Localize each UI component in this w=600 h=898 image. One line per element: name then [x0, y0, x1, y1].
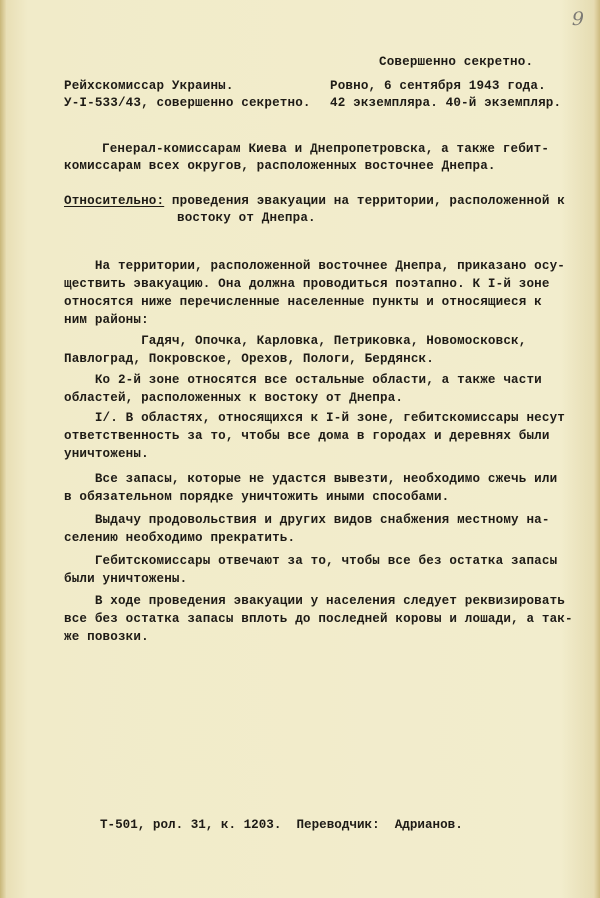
sender-line: Рейхскомиссар Украины.	[64, 79, 234, 93]
body-line: Гадяч, Опочка, Карловка, Петриковка, Новомосковск,	[64, 334, 527, 348]
body-line: же повозки.	[64, 630, 149, 644]
body-line: На территории, расположенной восточнее Днепра, приказано осу-	[64, 259, 565, 273]
body-line: В ходе проведения эвакуации у населения следует реквизировать	[64, 594, 565, 608]
reference-number: У-I-533/43, совершенно секретно.	[64, 96, 311, 110]
addressee-line-1: Генерал-комиссарам Киева и Днепропетровска, а также гебит-	[102, 142, 550, 156]
page-edge-right	[594, 0, 600, 898]
subject-line-1	[64, 193, 565, 209]
body-line: в обязательном порядке уничтожить иными способами.	[64, 490, 450, 504]
subject-text-1: проведения эвакуации на территории, расположенной к	[164, 194, 565, 208]
subject-label: Относительно:	[64, 194, 165, 208]
body-line: Павлоград, Покровское, Орехов, Пологи, Бердянск.	[64, 352, 434, 366]
body-line: Ко 2-й зоне относятся все остальные области, а также части	[64, 373, 542, 387]
addressee-line-2: комиссарам всех округов, расположенных восточнее Днепра.	[64, 159, 496, 173]
body-line: Выдачу продовольствия и других видов снабжения местному на-	[64, 513, 550, 527]
body-line: уничтожены.	[64, 447, 149, 461]
body-line: Все запасы, которые не удастся вывезти, необходимо сжечь или	[64, 472, 558, 486]
body-line: все без остатка запасы вплоть до последней коровы и лошади, а так-	[64, 612, 573, 626]
body-line: относятся ниже перечисленные населенные пункты и относящиеся к	[64, 295, 542, 309]
classification-stamp: Совершенно секретно.	[379, 55, 534, 69]
archive-footer: Т-501, рол. 31, к. 1203. Переводчик: Адрианов.	[100, 818, 463, 832]
body-line: были уничтожены.	[64, 572, 188, 586]
body-line: Гебитскомиссары отвечают за то, чтобы все без остатка запасы	[64, 554, 558, 568]
subject-line-2: востоку от Днепра.	[177, 211, 316, 225]
body-line: ним районы:	[64, 313, 149, 327]
body-line: I/. В областях, относящихся к I-й зоне, гебитскомиссары несут	[64, 411, 565, 425]
body-line: областей, расположенных к востоку от Днепра.	[64, 391, 404, 405]
page-number: 9	[571, 8, 584, 30]
body-line: селению необходимо прекратить.	[64, 531, 296, 545]
copies-info: 42 экземпляра. 40-й экземпляр.	[330, 96, 562, 110]
body-line: ответственность за то, чтобы все дома в городах и деревнях были	[64, 429, 550, 443]
place-date: Ровно, 6 сентября 1943 года.	[330, 79, 546, 93]
body-line: ществить эвакуацию. Она должна проводиться поэтапно. К I-й зоне	[64, 277, 550, 291]
page-edge-left	[0, 0, 6, 898]
